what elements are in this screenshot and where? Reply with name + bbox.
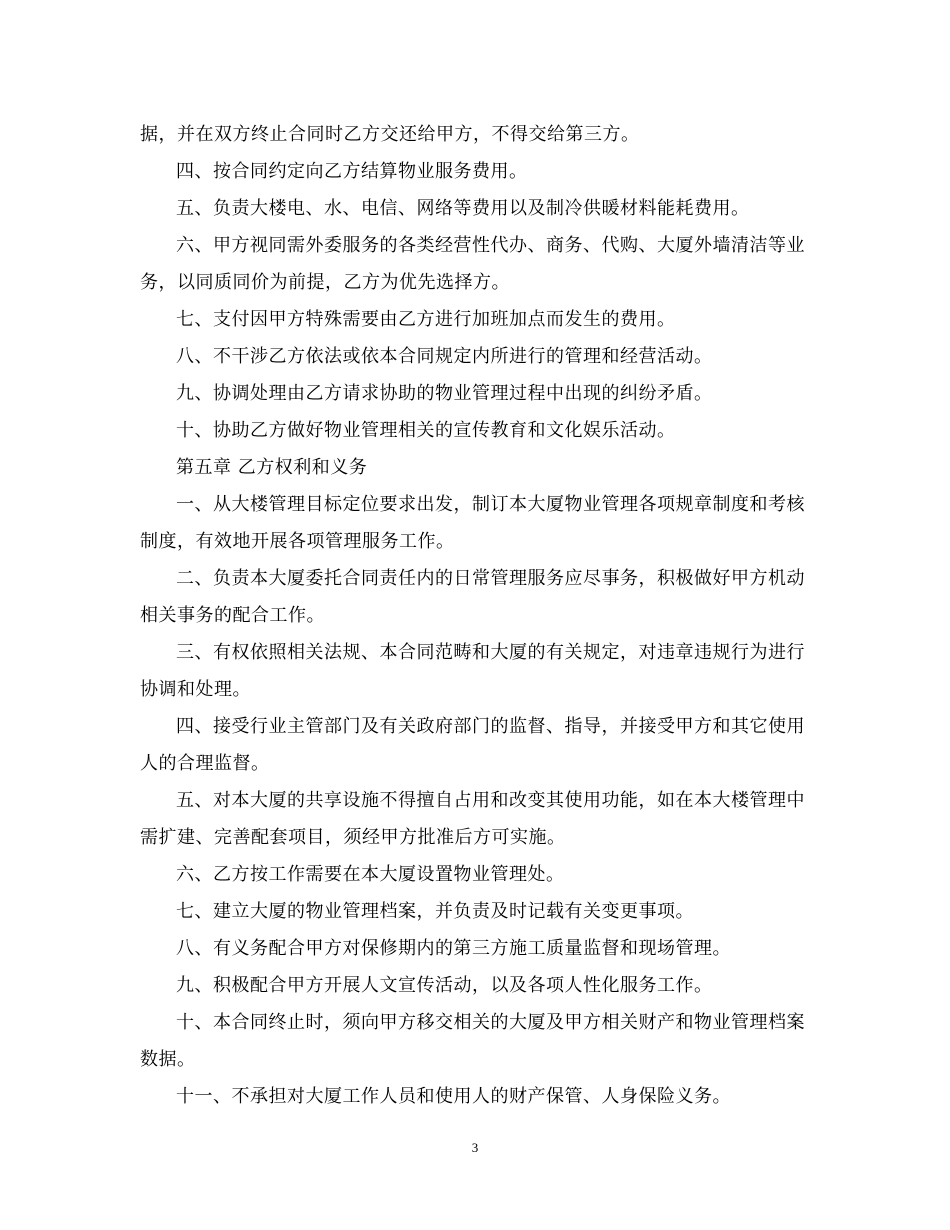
paragraph: 四、按合同约定向乙方结算物业服务费用。 [176, 161, 528, 182]
paragraph: 八、不干涉乙方依法或依本合同规定内所进行的管理和经营活动。 [176, 346, 713, 367]
paragraph: 二、负责本大厦委托合同责任内的日常管理服务应尽事务，积极做好甲方机动相关事务的配合工作。 [140, 568, 805, 626]
paragraph: 一、从大楼管理目标定位要求出发，制订本大厦物业管理各项规章制度和考核制度，有效地开展各项管理服务工作。 [140, 494, 805, 552]
document-body [140, 116, 812, 1115]
paragraph: 十一、不承担对大厦工作人员和使用人的财产保管、人身保险义务。 [176, 1086, 731, 1107]
paragraph: 八、有义务配合甲方对保修期内的第三方施工质量监督和现场管理。 [176, 938, 731, 959]
paragraph: 六、乙方按工作需要在本大厦设置物业管理处。 [176, 864, 565, 885]
page-number: 3 [471, 1140, 479, 1155]
paragraph: 七、建立大厦的物业管理档案，并负责及时记载有关变更事项。 [176, 901, 694, 922]
paragraph: 七、支付因甲方特殊需要由乙方进行加班加点而发生的费用。 [176, 309, 676, 330]
paragraph: 五、对本大厦的共享设施不得擅自占用和改变其使用功能，如在本大楼管理中需扩建、完善配套项目，须经甲方批准后方可实施。 [140, 790, 805, 848]
paragraph: 九、积极配合甲方开展人文宣传活动，以及各项人性化服务工作。 [176, 975, 713, 996]
chapter-heading: 第五章 乙方权利和义务 [176, 457, 368, 478]
paragraph: 十、本合同终止时，须向甲方移交相关的大厦及甲方相关财产和物业管理档案数据。 [140, 1012, 805, 1070]
paragraph: 四、接受行业主管部门及有关政府部门的监督、指导，并接受甲方和其它使用人的合理监督。 [140, 716, 805, 774]
paragraph: 三、有权依照相关法规、本合同范畴和大厦的有关规定，对违章违规行为进行协调和处理。 [140, 642, 805, 700]
paragraph: 九、协调处理由乙方请求协助的物业管理过程中出现的纠纷矛盾。 [176, 383, 713, 404]
paragraph: 据，并在双方终止合同时乙方交还给甲方，不得交给第三方。 [140, 124, 640, 145]
paragraph: 五、负责大楼电、水、电信、网络等费用以及制冷供暖材料能耗费用。 [176, 198, 750, 219]
paragraph: 十、协助乙方做好物业管理相关的宣传教育和文化娱乐活动。 [176, 420, 676, 441]
paragraph: 六、甲方视同需外委服务的各类经营性代办、商务、代购、大厦外墙清洁等业务，以同质同价为前提，乙方为优先选择方。 [140, 235, 805, 293]
